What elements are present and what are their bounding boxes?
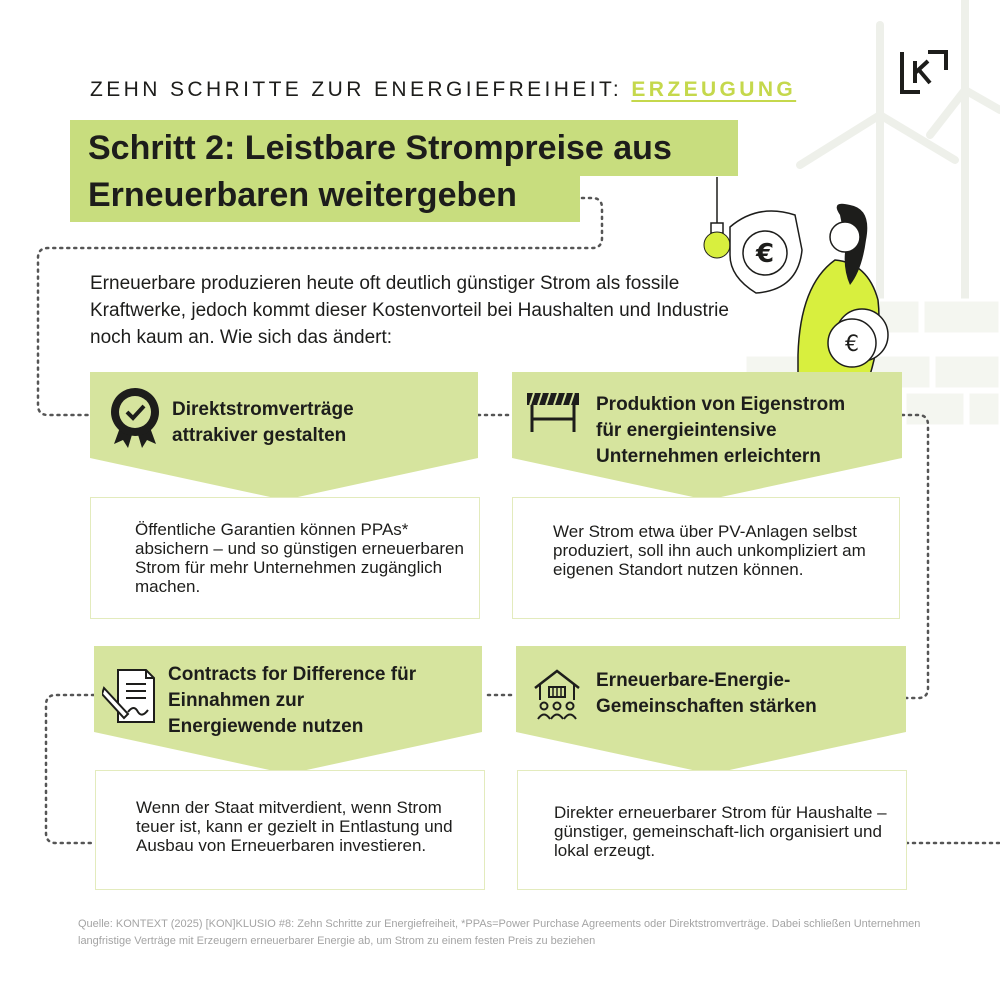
- intro-paragraph: Erneuerbare produzieren heute oft deutlich günstiger Strom als fossile Kraftwerke, jedoch kommt dieser Kostenvorteil bei Haushalten und Industrie noch kaum an. Wie sich das ändert:: [90, 273, 729, 348]
- light-bulb-icon: [704, 177, 730, 258]
- card-3-title-line-3: Energiewende nutzen: [168, 716, 364, 737]
- card-head-cfd: [94, 646, 482, 774]
- card-body-direct-contracts: [90, 497, 480, 619]
- card-3-title-line-1: Contracts for Difference für: [168, 664, 417, 685]
- series-accent: ERZEUGUNG: [631, 78, 797, 101]
- card-head-self-production: [512, 372, 902, 500]
- card-4-text: Direkter erneuerbarer Strom für Haushalte – günstiger, gemeinschaft-lich organisiert und lokal erzeugt.: [554, 803, 887, 860]
- card-head-direct-contracts: [90, 372, 478, 500]
- card-2-title-line-2: für energieintensive: [596, 420, 777, 441]
- card-head-energy-communities: [516, 646, 906, 774]
- series-heading: [90, 78, 796, 102]
- title-line-2: Erneuerbaren weitergeben: [70, 172, 580, 222]
- card-2-title-line-1: Produktion von Eigenstrom: [596, 394, 846, 415]
- woman-shield-illustration: [690, 175, 910, 375]
- source-footnote: Quelle: KONTEXT (2025) [KON]KLUSIO #8: Zehn Schritte zur Energiefreiheit, *PPAs=Power Purchase Agreements oder Direktstromverträge. Dabei schließen Unternehmen langfristige Verträge mit Erzeugern erneuerbarer Energie ab, um Strom zu einem festen Preis zu beziehen: [78, 918, 921, 947]
- woman-head: [830, 222, 860, 252]
- card-3-title-line-2: Einnahmen zur: [168, 690, 305, 711]
- rosette-check-icon: [108, 386, 162, 448]
- card-body-cfd: [95, 770, 485, 890]
- factory-icon: [526, 392, 580, 436]
- card-1-title-line-2: attrakiver gestalten: [172, 425, 347, 446]
- svg-text:€: €: [845, 332, 859, 357]
- title-line-1: Schritt 2: Leistbare Strompreise aus: [70, 120, 738, 176]
- card-1-text: Öffentliche Garantien können PPAs* absichern – und so günstigen erneuerbaren Strom für mehr Unternehmen zugänglich machen.: [135, 520, 464, 596]
- series-label: ZEHN SCHRITTE ZUR ENERGIEFREIHEIT:: [90, 78, 623, 101]
- card-2-title-line-3: Unternehmen erleichtern: [596, 446, 821, 467]
- svg-text:€: €: [755, 239, 775, 269]
- card-body-energy-communities: [517, 770, 907, 890]
- community-house-icon: [532, 668, 582, 720]
- card-4-title-line-2: Gemeinschaften stärken: [596, 696, 817, 717]
- card-2-text: Wer Strom etwa über PV-Anlagen selbst produziert, soll ihn auch unkompliziert am eigenen Standort nutzen können.: [553, 522, 866, 579]
- card-3-text: Wenn der Staat mitverdient, wenn Strom teuer ist, kann er gezielt in Entlastung und Ausbau von Erneuerbaren investieren.: [136, 798, 453, 855]
- kontext-logo: [900, 50, 948, 94]
- card-body-self-production: [512, 497, 900, 619]
- card-1-title-line-1: Direktstromverträge: [172, 399, 354, 420]
- contract-icon: [102, 668, 156, 724]
- card-4-title-line-1: Erneuerbare-Energie-: [596, 670, 791, 691]
